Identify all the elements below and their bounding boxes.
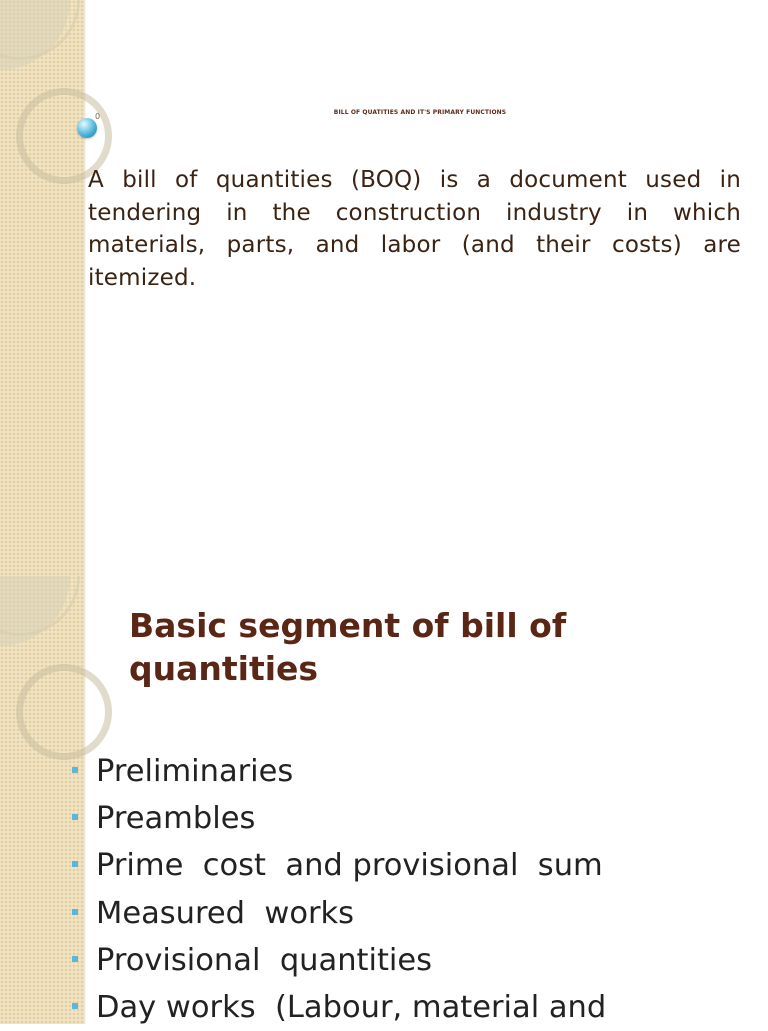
bullet-list [72, 748, 606, 1031]
list-item-label: Preliminaries [96, 754, 294, 789]
list-item-label: Day works (Labour, material and [96, 990, 607, 1026]
list-item [72, 748, 606, 795]
list-item-label: Measured works [96, 895, 355, 931]
square-bullet-icon [72, 956, 78, 962]
slide-title: Basic segment of bill of quantities [129, 606, 567, 688]
decorative-ring [16, 664, 112, 760]
square-bullet-icon [72, 909, 78, 915]
slide-title: BILL OF QUATITIES AND IT'S PRIMARY FUNCTIONS [333, 109, 507, 116]
list-item-label: Provisional quantities [96, 942, 433, 978]
list-item [72, 795, 606, 842]
list-item-label: Prime cost and provisional sum [96, 848, 603, 884]
list-item-label: Preambles [96, 801, 256, 837]
list-item [72, 842, 606, 889]
list-item [72, 890, 606, 937]
strip-edge-shadow [84, 0, 86, 576]
blue-orb-icon [77, 118, 97, 138]
corner-mark: 0 [95, 112, 101, 121]
list-item [72, 937, 606, 984]
slide-body-text: A bill of quantities (BOQ) is a document used in tendering in the construction industry in which materials, parts, and labor (and their costs) are itemized. [88, 167, 741, 291]
square-bullet-icon [72, 1003, 78, 1009]
square-bullet-icon [72, 814, 78, 820]
square-bullet-icon [72, 861, 78, 867]
square-bullet-icon [72, 767, 78, 773]
textured-side-strip [0, 0, 84, 576]
